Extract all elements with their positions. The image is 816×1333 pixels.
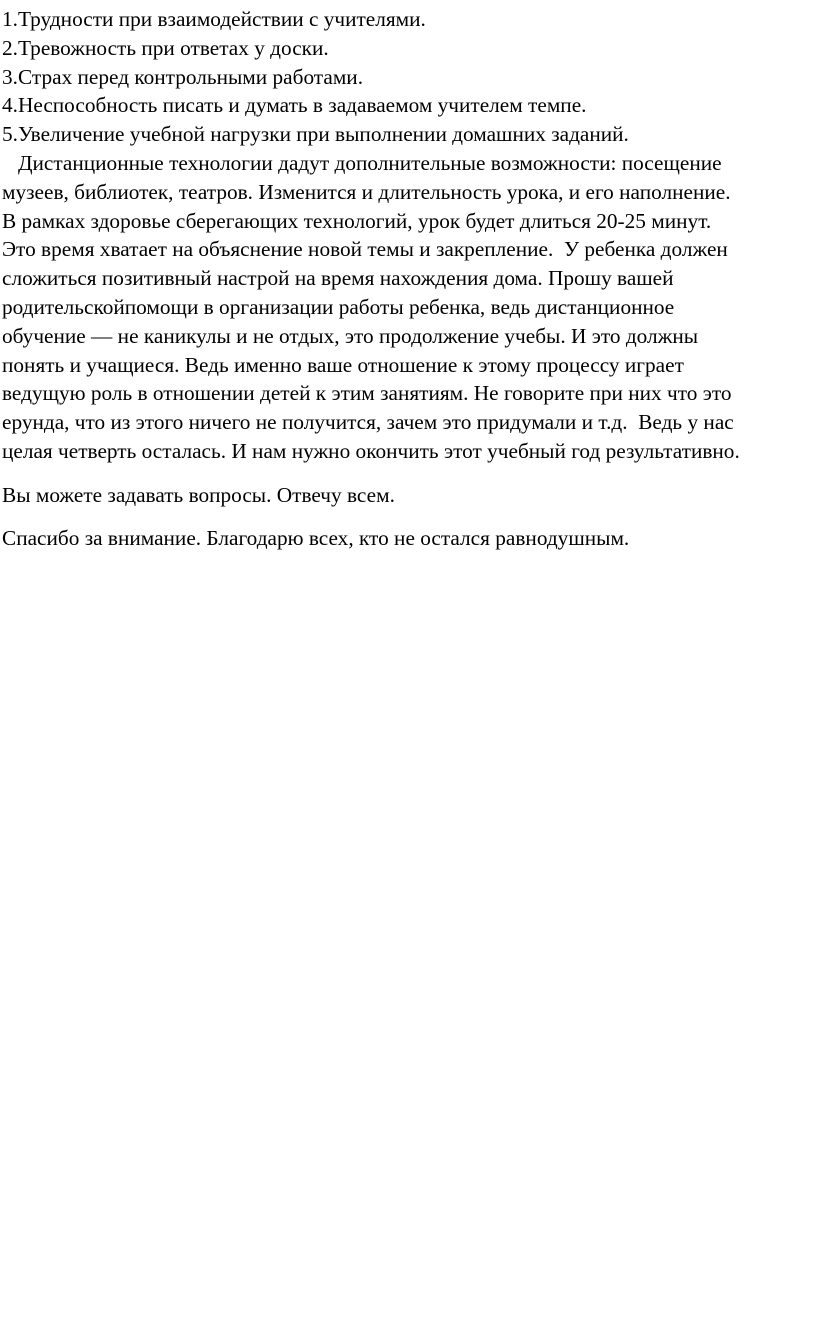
list-item: 4.Неспособность писать и думать в задаваемом учителем темпе. <box>2 93 587 118</box>
distance-learning-paragraph <box>2 149 814 466</box>
paragraph-line: Это время хватает на объяснение новой темы и закрепление. У ребенка должен <box>2 237 728 262</box>
paragraph-line: ерунда, что из этого ничего не получится, зачем это придумали и т.д. Ведь у нас <box>2 410 734 435</box>
paragraph-line: сложиться позитивный настрой на время нахождения дома. Прошу вашей <box>2 266 674 291</box>
paragraph-line: целая четверть осталась. И нам нужно окончить этот учебный год результативно. <box>2 438 740 463</box>
questions-paragraph: Вы можете задавать вопросы. Отвечу всем. <box>2 483 395 507</box>
list-item: 1.Трудности при взаимодействии с учителями. <box>2 7 426 31</box>
paragraph-line: Дистанционные технологии дадут дополнительные возможности: посещение <box>2 151 722 175</box>
paragraph-line: ведущую роль в отношении детей к этим занятиям. Не говорите при них что это <box>2 381 732 406</box>
list-item: 2.Тревожность при ответах у доски. <box>2 35 329 60</box>
paragraph-line: понять и учащиеся. Ведь именно ваше отношение к этому процессу играет <box>2 352 684 377</box>
paragraph-line: В рамках здоровье сберегающих технологий, урок будет длиться 20-25 минут. <box>2 208 712 233</box>
thanks-paragraph: Спасибо за внимание. Благодарю всех, кто не остался равнодушным. <box>2 526 630 550</box>
paragraph-line: родительскойпомощи в организации работы ребенка, ведь дистанционное <box>2 294 675 319</box>
difficulties-list <box>2 5 629 149</box>
list-item: 5.Увеличение учебной нагрузки при выполнении домашних заданий. <box>2 122 629 147</box>
paragraph-line: обучение — не каникулы и не отдых, это продолжение учебы. И это должны <box>2 323 699 348</box>
list-item: 3.Страх перед контрольными работами. <box>2 64 364 89</box>
paragraph-line: музеев, библиотек, театров. Изменится и длительность урока, и его наполнение. <box>2 179 731 204</box>
